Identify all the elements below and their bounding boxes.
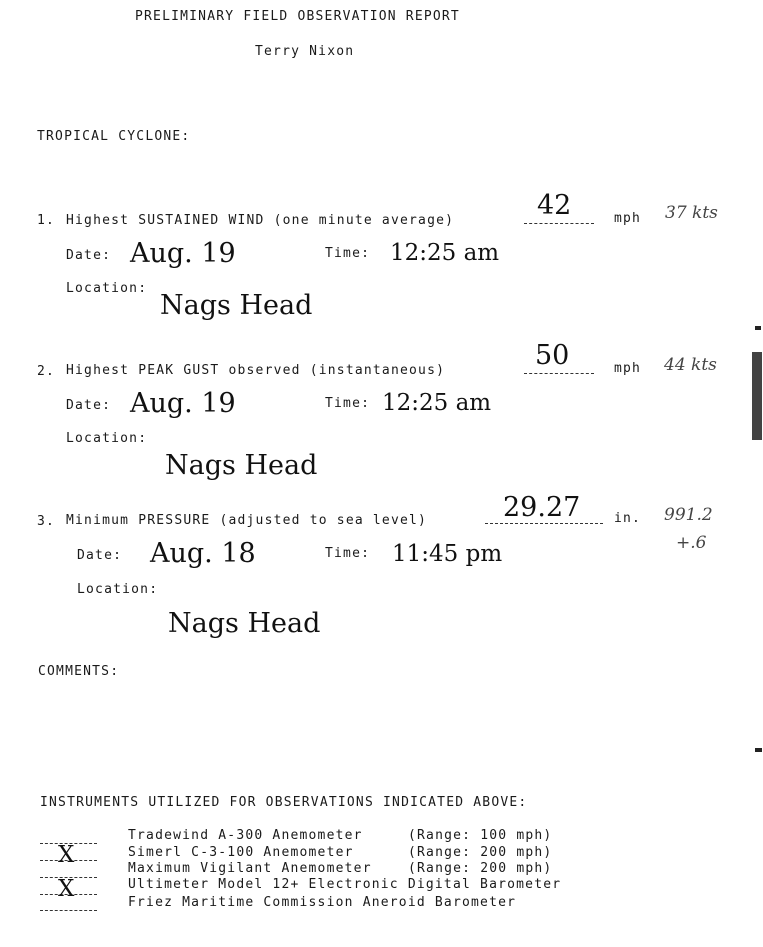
comments-label: COMMENTS:	[38, 664, 120, 679]
instrument-mark: X	[58, 876, 75, 902]
item-1-time: 12:25 am	[390, 240, 500, 266]
item-1-note: 37 kts	[665, 203, 718, 223]
item-2-date: Aug. 19	[130, 388, 236, 419]
item-2-value: 50	[535, 340, 570, 371]
scan-artifact	[752, 352, 762, 440]
item-2-time-label: Time:	[325, 396, 371, 411]
scan-artifact	[755, 326, 761, 330]
instrument-range: (Range: 200 mph)	[408, 861, 553, 876]
item-3-location-label: Location:	[77, 582, 159, 597]
section-title: TROPICAL CYCLONE:	[37, 129, 191, 144]
item-3-note-2: +.6	[676, 533, 707, 553]
item-1-value-line	[524, 223, 594, 224]
item-2-value-line	[524, 373, 594, 374]
item-2-note: 44 kts	[664, 355, 717, 375]
item-3-note: 991.2	[664, 505, 713, 525]
item-1-date-label: Date:	[66, 248, 112, 263]
item-1-location: Nags Head	[160, 290, 313, 321]
item-3-time-label: Time:	[325, 546, 371, 561]
instrument-name: Tradewind A-300 Anemometer	[128, 828, 363, 843]
item-2-title: Highest PEAK GUST observed (instantaneous)	[66, 363, 446, 378]
item-1-location-label: Location:	[66, 281, 148, 296]
item-3-title: Minimum PRESSURE (adjusted to sea level)	[66, 513, 428, 528]
item-1-date: Aug. 19	[130, 238, 236, 269]
item-2-number: 2.	[37, 364, 56, 379]
item-1-title: Highest SUSTAINED WIND (one minute average)	[66, 213, 455, 228]
item-2-unit: mph	[614, 361, 642, 376]
item-1-value: 42	[537, 190, 572, 221]
item-3-value: 29.27	[503, 492, 581, 523]
item-3-unit: in.	[614, 511, 642, 526]
instrument-mark: X	[58, 842, 75, 868]
item-3-date-label: Date:	[77, 548, 123, 563]
item-3-date: Aug. 18	[150, 538, 256, 569]
instrument-name: Simerl C-3-100 Anemometer	[128, 845, 354, 860]
item-2-location: Nags Head	[165, 450, 318, 481]
observer-name: Terry Nixon	[255, 44, 355, 59]
scan-artifact	[755, 748, 762, 752]
item-3-location: Nags Head	[168, 608, 321, 639]
item-2-location-label: Location:	[66, 431, 148, 446]
report-title: PRELIMINARY FIELD OBSERVATION REPORT	[135, 9, 460, 24]
item-2-time: 12:25 am	[382, 390, 492, 416]
item-2-date-label: Date:	[66, 398, 112, 413]
instrument-name: Friez Maritime Commission Aneroid Barometer	[128, 895, 517, 910]
item-3-value-line	[485, 523, 603, 524]
instruments-heading: INSTRUMENTS UTILIZED FOR OBSERVATIONS INDICATED ABOVE:	[40, 795, 528, 810]
item-1-unit: mph	[614, 211, 642, 226]
item-1-number: 1.	[37, 213, 56, 228]
instrument-checkbox[interactable]	[40, 910, 97, 911]
instrument-name: Maximum Vigilant Anemometer	[128, 861, 372, 876]
item-1-time-label: Time:	[325, 246, 371, 261]
item-3-number: 3.	[37, 514, 56, 529]
instrument-name: Ultimeter Model 12+ Electronic Digital Barometer	[128, 877, 562, 892]
instrument-range: (Range: 200 mph)	[408, 845, 553, 860]
item-3-time: 11:45 pm	[392, 541, 503, 567]
instrument-range: (Range: 100 mph)	[408, 828, 553, 843]
